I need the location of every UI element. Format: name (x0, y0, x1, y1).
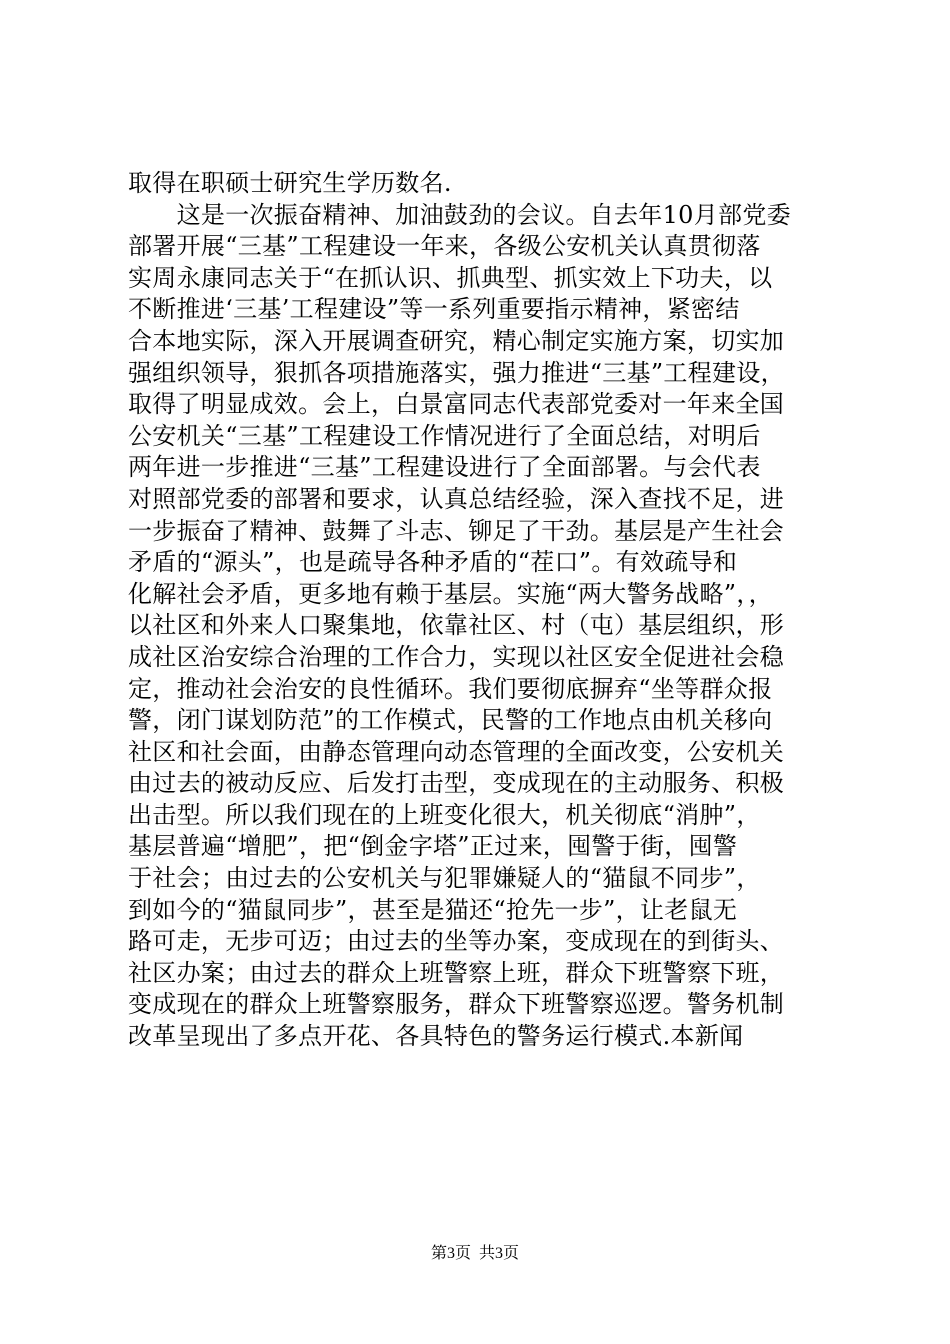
text-line: 一步振奋了精神、鼓舞了斗志、铆足了干劲。基层是产生社会 (128, 516, 785, 545)
page-number: 第3页 共3页 (430, 1245, 519, 1262)
page-footer (0, 1244, 950, 1264)
text-line: 矛盾的“源头”，也是疏导各种矛盾的“茬口”。有效疏导和 (128, 548, 738, 577)
text-line: 路可走，无步可迈；由过去的坐等办案，变成现在的到街头、 (128, 927, 785, 956)
text-line: 强组织领导，狠抓各项措施落实，强力推进“三基”工程建设， (128, 358, 785, 387)
text-line: 不断推进‘三基’工程建设”等一系列重要指示精神，紧密结 (128, 295, 740, 324)
text-line: 公安机关“三基”工程建设工作情况进行了全面总结，对明后 (128, 421, 761, 450)
text-line: 社区办案；由过去的群众上班警察上班，群众下班警察下班， (128, 958, 785, 987)
text-line: 于社会；由过去的公安机关与犯罪嫌疑人的“猫鼠不同步”， (128, 864, 761, 893)
text-line: 两年进一步推进“三基”工程建设进行了全面部署。与会代表 (128, 453, 761, 482)
text-line: 实周永康同志关于“在抓认识、抓典型、抓实效上下功夫，以 (128, 263, 773, 292)
text-line: 对照部党委的部署和要求，认真总结经验，深入查找不足，进 (128, 484, 785, 513)
text-line: 警，闭门谋划防范”的工作模式，民警的工作地点由机关移向 (128, 706, 773, 735)
text-line: 合本地实际，深入开展调查研究，精心制定实施方案，切实加 (128, 326, 785, 355)
text-line: 部署开展“三基”工程建设一年来，各级公安机关认真贯彻落 (128, 232, 761, 261)
text-line: 出击型。所以我们现在的上班变化很大，机关彻底“消肿”， (128, 800, 761, 829)
text-line: 基层普遍“增肥”，把“倒金字塔”正过来，囤警于街，囤警 (128, 832, 738, 861)
text-line: 改革呈现出了多点开花、各具特色的警务运行模式.本新闻 (128, 1022, 744, 1051)
text-line: 这是一次振奋精神、加油鼓劲的会议。自去年10月部党委 (128, 200, 791, 229)
text-line: 取得在职硕士研究生学历数名. (128, 169, 452, 197)
text-line: 取得了明显成效。会上，白景富同志代表部党委对一年来全国 (128, 390, 785, 419)
text-line: 定，推动社会治安的良性循环。我们要彻底摒弃“坐等群众报 (128, 674, 773, 703)
body-text (128, 168, 848, 1053)
text-line: 变成现在的群众上班警察服务，群众下班警察巡逻。警务机制 (128, 990, 785, 1019)
text-line: 到如今的“猫鼠同步”，甚至是猫还“抢先一步”，让老鼠无 (128, 895, 738, 924)
text-line: 化解社会矛盾，更多地有赖于基层。实施“两大警务战略”，， (128, 579, 773, 608)
text-line: 由过去的被动反应、后发打击型，变成现在的主动服务、积极 (128, 769, 785, 798)
text-line: 以社区和外来人口聚集地，依靠社区、村（屯）基层组织，形 (128, 611, 785, 640)
text-line: 成社区治安综合治理的工作合力，实现以社区安全促进社会稳 (128, 642, 785, 671)
text-line: 社区和社会面，由静态管理向动态管理的全面改变，公安机关 (128, 737, 785, 766)
